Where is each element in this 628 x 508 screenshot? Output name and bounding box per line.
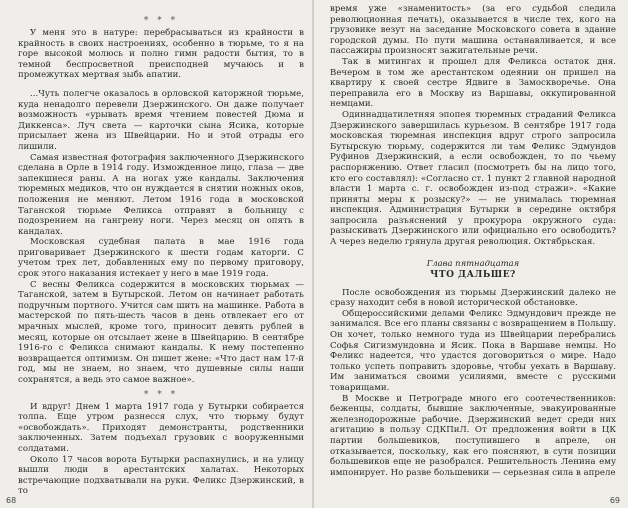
paragraph: С весны Феликса содержится в московских тюрьмах — Таганской, затем в Бутырской. Летом он начинает работать подручным портного. Учится сам шить на машинке. Работа в мастерской по пять-шесть часов в день отвлекает его от мрачных мыслей, кроме того, приносит девять рублей в месяц, которые он отсылает жене в Швейцарию. В сентябре 1916-го с Феликса снимают кандалы. К нему постепенно возвращается оптимизм. Он пишет жене: «Что даст нам 17-й год, мы не знаем, но знаем, что душевные силы наши сохранятся, а ведь это самое важное». [18, 279, 304, 385]
paragraph: В Москве и Петрограде много его соотечественников: беженцы, солдаты, бывшие заключенные, эвакуированные железнодорожные рабочие. Дзержинский ведет среди них агитацию в пользу СДКПиЛ. От предложения войти в ЦК партии большевиков, поступившего в апреле, он отказывается, поскольку, как его поясняют, в сути позиции большевиков еще не разобрался. Решительность Ленина ему импонирует. Но разве большевики — серьезная сила в апреле [330, 393, 616, 478]
page-number: 69 [609, 496, 620, 505]
chapter-title: ЧТО ДАЛЬШЕ? [430, 269, 516, 280]
paragraph: Самая известная фотография заключенного Дзержинского сделана в Орле в 1914 году. Изможденное лицо, глаза — две запекшиеся раны. А на ногах уже кандалы. Заключения тюремных медиков, что он нуждается в снятии ножных оков, положения не меняют. Летом 1916 года в московской Таганской тюрьме Феликса отправят в больницу с подозрением на гангрену ноги. Через месяц он опять в кандалах. [18, 152, 304, 237]
paragraph: Общероссийскими делами Феликс Эдмундович прежде не занимался. Все его планы связаны с возвращением в Польшу. Он хочет, только немного туда из Швейцарии перебрались Софья Сигизмундовна и Ясик. Пока в Варшаве немцы. Но Феликс надеется, что удастся договориться о мире. Надо только успеть поправить здоровье, чтобы уехать в Варшаву. Им заниматься своими усилиями, вместе с русскими товарищами. [330, 308, 616, 393]
paragraph: Так в митингах и прошел для Феликса остаток дня. Вечером в том же арестантском одеянии он пришел на квартиру к своей сестре Ядвиге в Замоскворечье. Она переправила его в Москву из Варшавы, оккупированной немцами. [330, 56, 616, 110]
section-divider: * * * [143, 389, 179, 400]
paragraph: Московская судебная палата в мае 1916 года приговаривает Дзержинского к шести годам каторги. С учетом трех лет, добавленных ему по первому приговору, срок этого наказания истекает у него в мае 1919 года. [18, 237, 304, 280]
paragraph: После освобождения из тюрьмы Дзержинский далеко не сразу находит себя в новой исторической обстановке. [330, 287, 616, 309]
chapter-label: Глава пятнадцатая [426, 257, 520, 268]
paragraph: У меня это в натуре: перебрасываться из крайности в крайность в своих настроениях, особенно в тюрьме, то я на горе высокой молюсь и полно гимн радости бытия, то в темной беспросветной преисподней мучаюсь и в промежутках мертвая зыбь апатии. [18, 28, 304, 81]
section-divider: * * * [143, 16, 179, 26]
paragraph: ...Чуть полегче оказалось в орловской каторжной тюрьме, куда ненадолго перевели Дзержинского. Он даже получает возможность «урывать время чтением повестей Дюма и Диккенса». Луч света — карточки сына Ясика, которые присылает жена из Швейцарии. Но и этой отрады его лишили. [18, 88, 304, 152]
right-page [314, 0, 628, 508]
paragraph: Около 17 часов ворота Бутырки распахнулись, и на улицу вышли люди в арестантских халатах. Некоторых встречающие подхватывали на руки. Феликс Дзержинский, в то [18, 454, 304, 497]
page-number: 68 [6, 496, 17, 505]
paragraph: И вдруг! Днем 1 марта 1917 года у Бутырки собирается толпа. Еще утром разнесся слух, что тюрьму будут «освобождать». Приходят демонстранты, родственники заключенных. Затем подъехал грузовик с вооруженными солдатами. [18, 401, 304, 454]
paragraph: Одиннадцатилетняя эпопея тюремных страданий Феликса Дзержинского завершилась курьезом. В сентябре 1917 года московская тюремная инспекция вдруг строго запросила Бутырскую тюрьму, содержится ли там Феликс Эдмундов Руфинов Дзержинский, а если освобожден, то по чьему распоряжению. Ответ гласил (посмотреть бы на лицо того, кто его составлял): «Согласно ст. 1 пункт 2 главной народной власти 1 марта с. г. освобожден из-под стражи». «Какие приняты меры к розыску?» — не унималась тюремная инспекция. Администрация Бутырки в середине октября запросила разъяснений у прокурора окружного суда: разыскивать Дзержинского или официально его освободить? А через неделю грянула другая революция. Октябрьская. [330, 109, 616, 248]
paragraph: время уже «знаменитость» (за его судьбой следила революционная печать), оказывается в числе тех, кого на грузовике везут на заседание Московского совета в здание городской думы. По пути машина останавливается, и все пассажиры произносят зажигательные речи. [330, 4, 616, 57]
